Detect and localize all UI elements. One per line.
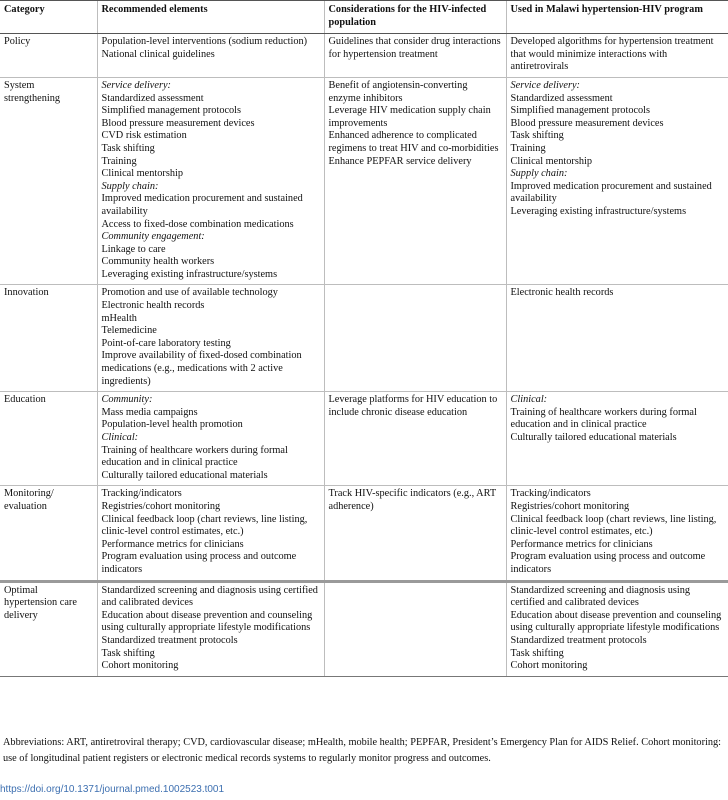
cell-line: Improved medication procurement and sustained availability: [101, 193, 303, 217]
cell-line: Registries/cohort monitoring: [101, 500, 221, 512]
cell-line: Training: [101, 155, 137, 167]
cell-line: National clinical guidelines: [101, 48, 215, 60]
cell-line: Culturally tailored educational materials: [510, 432, 677, 443]
cell-line: Leveraging existing infrastructure/systems: [510, 205, 687, 217]
cell-line: Developed algorithms for hypertension treatment that would minimize interactions with antiretrovirals: [510, 36, 714, 73]
table-body: [0, 34, 728, 677]
cell-line: mHealth: [101, 312, 137, 324]
recommended-cell: [97, 34, 324, 78]
category-cell: Optimal hypertension care delivery: [0, 581, 97, 676]
recommended-cell: [97, 581, 324, 676]
cell-line: Training of healthcare workers during formal education and in clinical practice: [101, 444, 288, 469]
cell-line: Access to fixed-dose combination medications: [101, 218, 294, 230]
cell-line: Program evaluation using process and outcome indicators: [101, 551, 297, 575]
cell-subheading: Supply chain:: [101, 180, 159, 192]
cell-line: Population-level health promotion: [101, 419, 243, 431]
cell-line: Cohort monitoring: [101, 660, 179, 672]
recommended-cell: [97, 77, 324, 285]
cell-line: Performance metrics for clinicians: [510, 538, 653, 550]
hiv-considerations-cell: [324, 486, 506, 581]
category-cell: Policy: [0, 34, 97, 78]
table-row: [0, 392, 728, 486]
table-row: [0, 581, 728, 676]
hiv-considerations-cell: [324, 285, 506, 392]
cell-line: Performance metrics for clinicians: [101, 538, 244, 550]
malawi-program-cell: [506, 486, 728, 581]
malawi-program-cell: [506, 581, 728, 676]
cell-line: Task shifting: [101, 142, 155, 154]
cell-line: Improve availability of fixed-dosed combination medications (e.g., medications with 2 active ingredients): [101, 350, 302, 387]
table-row: [0, 486, 728, 581]
cell-line: Training: [510, 142, 546, 154]
malawi-program-cell: [506, 392, 728, 486]
header-category: Category: [0, 1, 97, 34]
table-row: [0, 285, 728, 392]
cell-line: Education about disease prevention and counseling using culturally appropriate lifestyle modifications: [510, 609, 722, 634]
cell-line: Task shifting: [510, 647, 564, 659]
malawi-program-cell: [506, 285, 728, 392]
cell-line: Clinical feedback loop (chart reviews, line listing, clinic-level control estimates, etc.): [101, 513, 308, 538]
cell-line: Clinical feedback loop (chart reviews, line listing, clinic-level control estimates, etc.): [510, 513, 717, 538]
table-footnote: Abbreviations: ART, antiretroviral therapy; CVD, cardiovascular disease; mHealth, mobile health; PEPFAR, President’s Emergency Plan for AIDS Relief. Cohort monitoring: use of longitudinal patient registers or electronic medical records systems to regularly monitor progress and outcomes.: [3, 737, 722, 764]
cell-line: Task shifting: [510, 130, 564, 142]
cell-line: Program evaluation using process and outcome indicators: [510, 551, 706, 575]
cell-line: Enhance PEPFAR service delivery: [328, 155, 472, 167]
cell-line: Electronic health records: [510, 287, 614, 299]
cell-line: Point-of-care laboratory testing: [101, 337, 231, 349]
cell-line: Standardized screening and diagnosis using certified and calibrated devices: [510, 584, 691, 609]
cell-line: Promotion and use of available technology: [101, 287, 278, 299]
cell-line: Telemedicine: [101, 325, 157, 337]
cell-line: Standardized treatment protocols: [101, 634, 238, 646]
table-row: [0, 34, 728, 78]
cell-line: Clinical mentorship: [101, 168, 184, 180]
cell-line: Improved medication procurement and sustained availability: [510, 180, 712, 205]
cell-line: Standardized assessment: [101, 92, 204, 104]
hiv-considerations-cell: [324, 392, 506, 486]
cell-line: Tracking/indicators: [101, 488, 182, 500]
cell-line: Culturally tailored educational materials: [101, 469, 268, 481]
cell-line: Mass media campaigns: [101, 406, 198, 418]
cell-line: Training of healthcare workers during formal education and in clinical practice: [510, 406, 697, 431]
category-cell: Innovation: [0, 285, 97, 392]
cell-line: CVD risk estimation: [101, 130, 187, 142]
cell-line: Registries/cohort monitoring: [510, 500, 630, 512]
doi-link[interactable]: https://doi.org/10.1371/journal.pmed.1002523.t001: [0, 784, 225, 795]
hiv-considerations-cell: [324, 77, 506, 285]
cell-line: Cohort monitoring: [510, 660, 588, 672]
cell-line: Task shifting: [101, 647, 155, 659]
cell-line: Community health workers: [101, 256, 215, 268]
cell-line: Simplified management protocols: [510, 105, 651, 117]
cell-line: Population-level interventions (sodium reduction): [101, 36, 308, 48]
cell-line: Leverage HIV medication supply chain improvements: [328, 105, 491, 129]
header-malawi-program: Used in Malawi hypertension-HIV program: [506, 1, 728, 34]
malawi-program-cell: [506, 77, 728, 285]
malawi-program-cell: [506, 34, 728, 78]
cell-line: Standardized screening and diagnosis using certified and calibrated devices: [101, 584, 318, 609]
cell-line: Track HIV-specific indicators (e.g., ART adherence): [328, 488, 496, 512]
cell-line: Leveraging existing infrastructure/systems: [101, 268, 278, 280]
recommended-cell: [97, 392, 324, 486]
header-hiv-considerations: Considerations for the HIV-infected population: [324, 1, 506, 34]
cell-line: Tracking/indicators: [510, 488, 591, 500]
cell-line: Blood pressure measurement devices: [101, 117, 255, 129]
cell-line: Clinical mentorship: [510, 155, 593, 167]
recommended-cell: [97, 486, 324, 581]
cell-line: Guidelines that consider drug interactions for hypertension treatment: [328, 36, 501, 60]
cell-line: Linkage to care: [101, 243, 166, 255]
cell-line: Standardized assessment: [510, 92, 613, 104]
cell-subheading: Clinical:: [510, 394, 548, 406]
cell-subheading: Service delivery:: [510, 79, 580, 91]
cell-subheading: Clinical:: [101, 432, 139, 443]
cell-line: Enhanced adherence to complicated regimens to treat HIV and co-morbidities: [328, 130, 499, 154]
cell-subheading: Community:: [101, 394, 153, 406]
header-row: [0, 1, 728, 34]
category-cell: System strengthening: [0, 77, 97, 285]
category-cell: Education: [0, 392, 97, 486]
table-header: [0, 1, 728, 34]
cell-line: Electronic health records: [101, 300, 205, 312]
header-recommended-elements: Recommended elements: [97, 1, 324, 34]
cell-line: Leverage platforms for HIV education to include chronic disease education: [328, 394, 498, 418]
cell-line: Benefit of angiotensin-converting enzyme inhibitors: [328, 79, 468, 104]
cell-subheading: Community engagement:: [101, 231, 205, 243]
hiv-considerations-cell: [324, 34, 506, 78]
cell-line: Education about disease prevention and counseling using culturally appropriate lifestyle modifications: [101, 609, 313, 634]
cell-subheading: Supply chain:: [510, 168, 568, 180]
recommended-cell: [97, 285, 324, 392]
cell-subheading: Service delivery:: [101, 79, 171, 91]
table-row: [0, 77, 728, 285]
cell-line: Standardized treatment protocols: [510, 634, 647, 646]
cell-line: Blood pressure measurement devices: [510, 117, 664, 129]
hiv-considerations-cell: [324, 581, 506, 676]
category-cell: Monitoring/ evaluation: [0, 486, 97, 581]
cell-line: Simplified management protocols: [101, 105, 242, 117]
